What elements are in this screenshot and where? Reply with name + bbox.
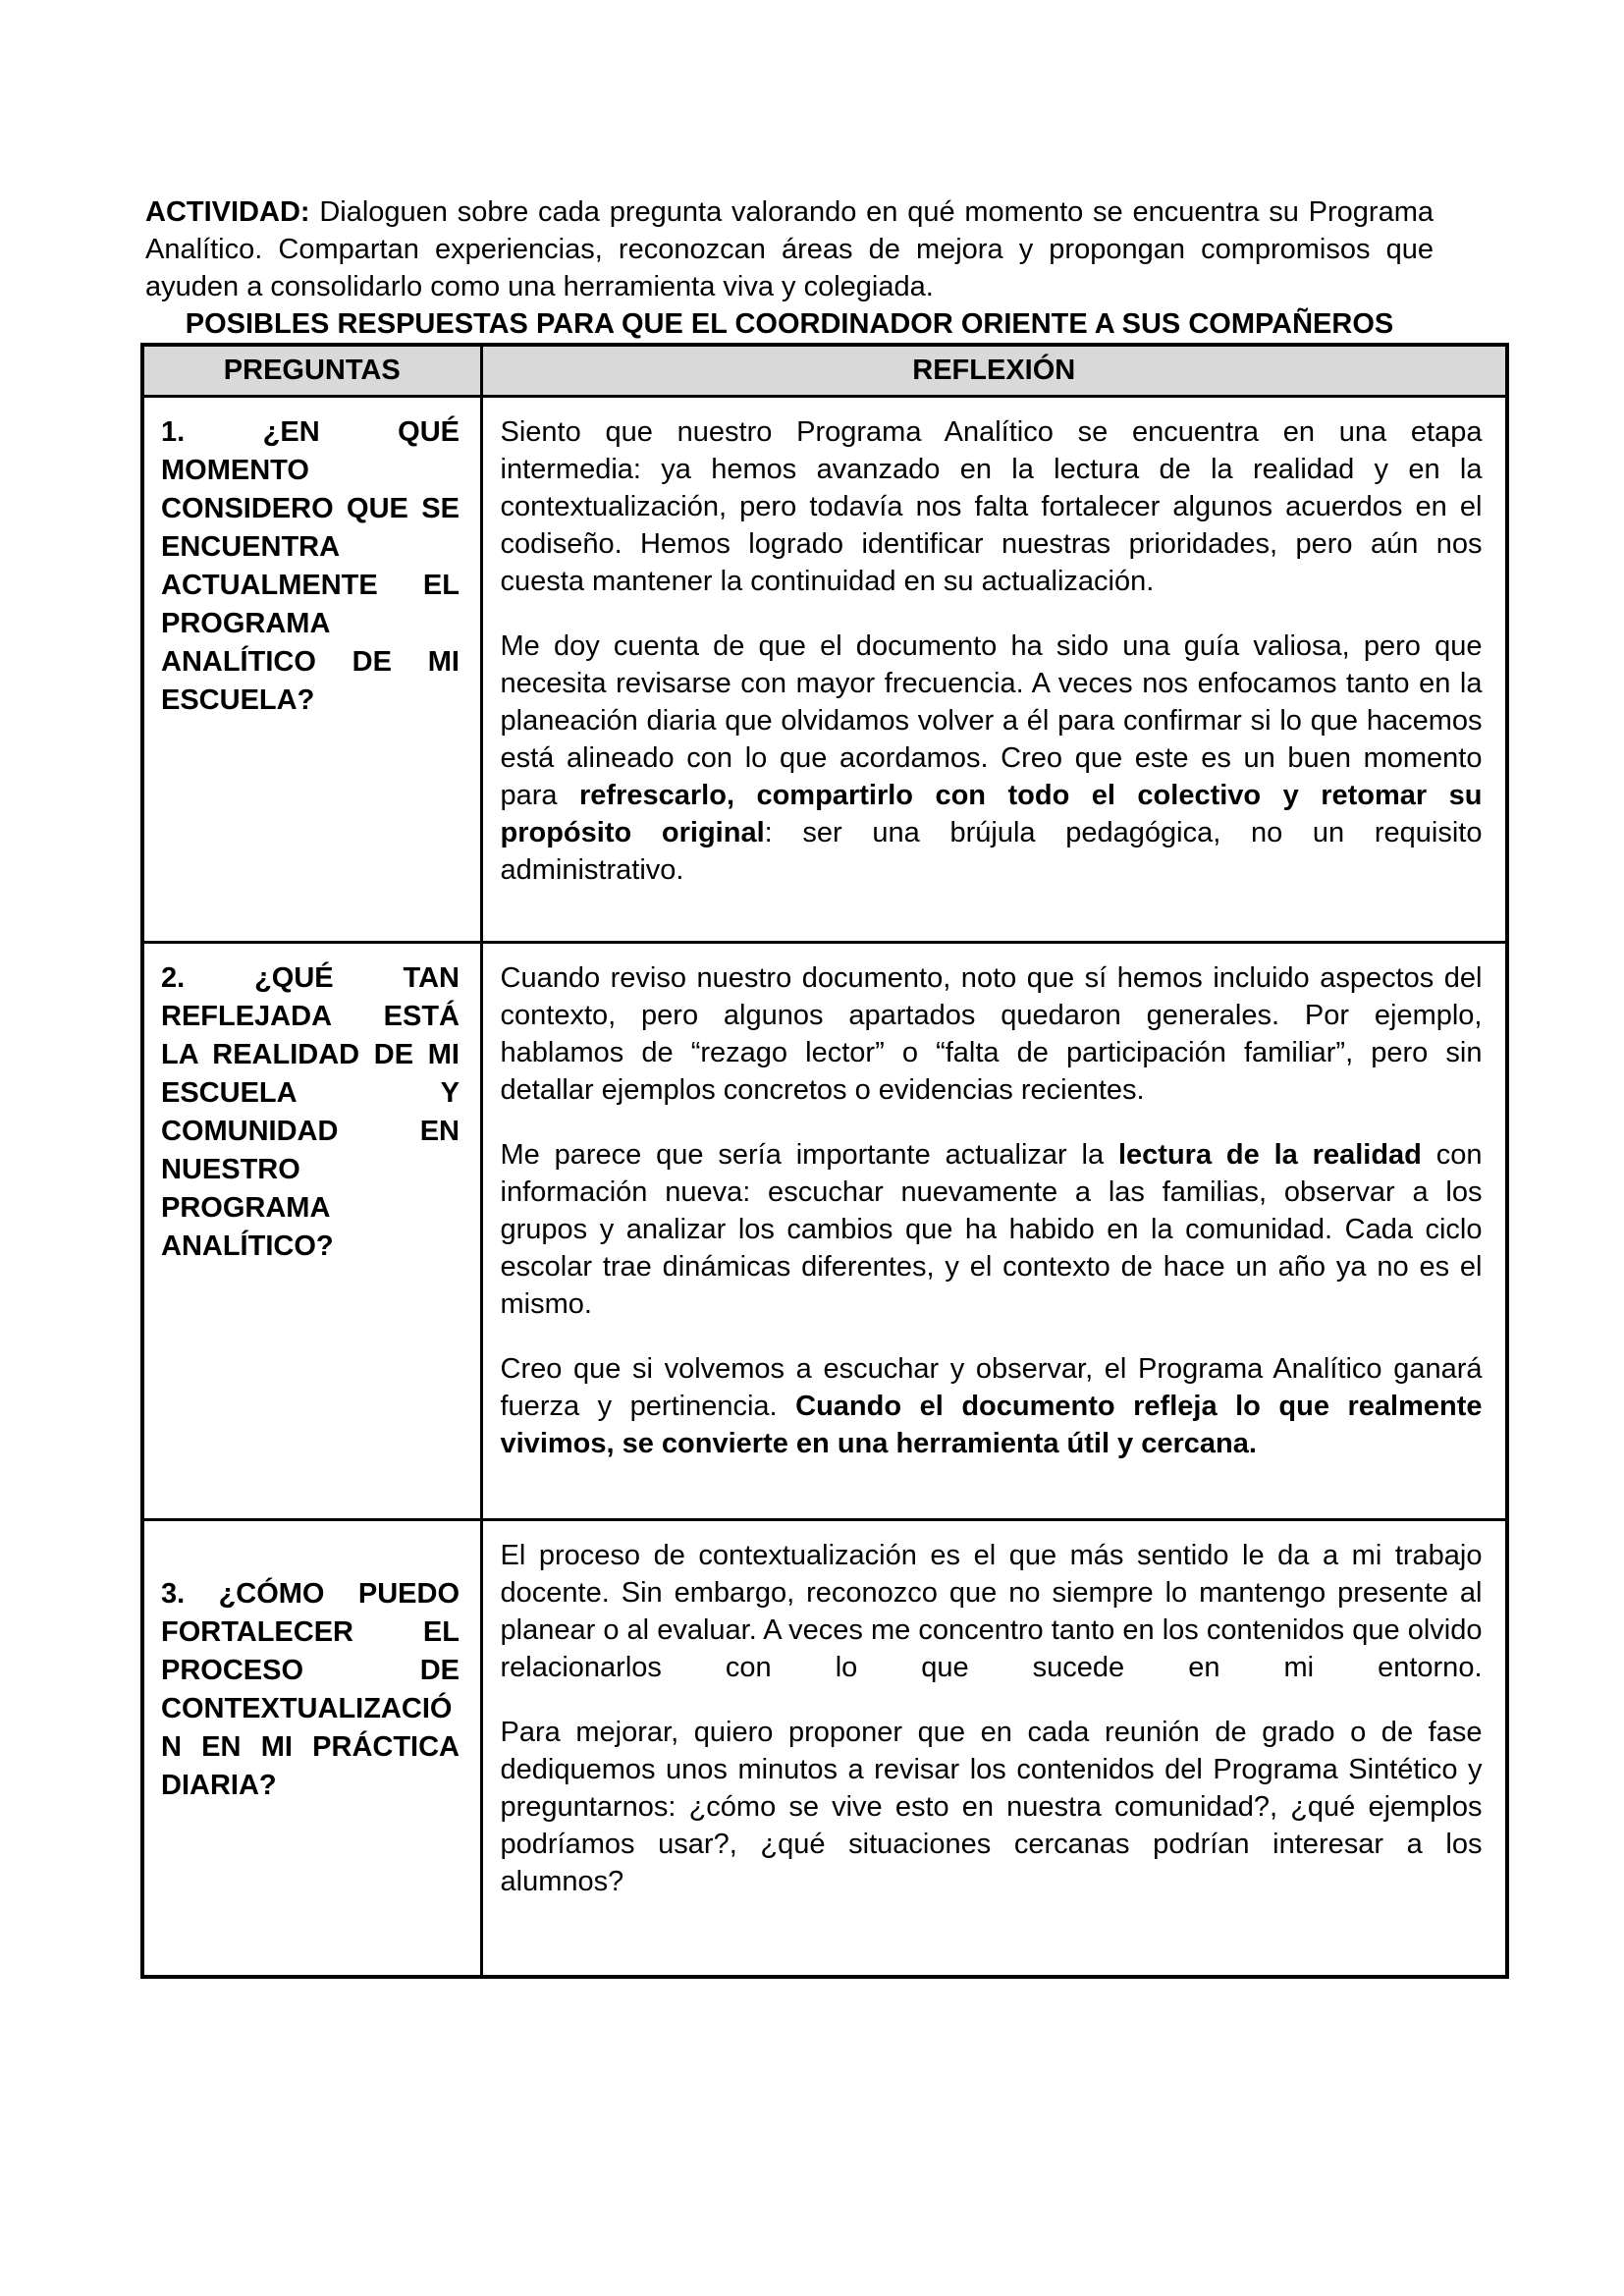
responses-table xyxy=(140,343,1509,1979)
question-text: 1. ¿EN QUÉ MOMENTO CONSIDERO QUE SE ENCUENTRA ACTUALMENTE EL PROGRAMA ANALÍTICO DE MI ESCUELA? xyxy=(161,415,460,716)
text-run: Para mejorar, quiero proponer que en cada reunión de grado o de fase dediquemos unos minutos a revisar los contenidos del Programa Sintético y preguntarnos: ¿cómo se vive esto en nuestra comunidad?, ¿qué ejemplos podríamos usar?, ¿qué situaciones cercanas podrían interesar a los alumnos? xyxy=(500,1716,1483,1897)
text-run: Cuando el documento refleja lo que realmente vivimos, se convierte en una herramienta útil y cercana. xyxy=(500,1390,1483,1459)
reflection-cell xyxy=(481,1519,1507,1977)
document-content xyxy=(140,193,1505,1979)
table-header-row xyxy=(142,345,1507,396)
question-cell xyxy=(142,942,481,1519)
question-cell xyxy=(142,396,481,942)
reflection-paragraph xyxy=(501,413,1483,600)
text-run: Me parece que sería importante actualizar la xyxy=(500,1138,1118,1171)
text-run: Creo que si volvemos a escuchar y observar, el Programa Analítico ganará fuerza y pertinencia. xyxy=(500,1352,1483,1422)
text-run: Me doy cuenta de que el documento ha sido una guía valiosa, pero que necesita revisarse con mayor frecuencia. A veces nos enfocamos tanto en la planeación diaria que olvidamos volver a él para confirmar si lo que hacemos está alineado con lo que acordamos. Creo que este es un buen momento para xyxy=(500,629,1483,811)
question-text: 2. ¿QUÉ TAN REFLEJADA ESTÁ LA REALIDAD DE MI ESCUELA Y COMUNIDAD EN NUESTRO PROGRAMA ANALÍTICO? xyxy=(161,961,460,1262)
reflection-cell xyxy=(481,396,1507,942)
text-run: lectura de la realidad xyxy=(1117,1138,1422,1171)
reflection-paragraph xyxy=(501,1136,1483,1323)
text-run: : ser una brújula pedagógica, no un requisito administrativo. xyxy=(500,816,1483,886)
table-body xyxy=(142,396,1507,1977)
question-text: 3. ¿CÓMO PUEDO FORTALECER EL PROCESO DE CONTEXTUALIZACIÓN EN MI PRÁCTICA DIARIA? xyxy=(161,1577,460,1801)
text-run: Cuando reviso nuestro documento, noto que sí hemos incluido aspectos del contexto, pero algunos apartados quedaron generales. Por ejemplo, hablamos de “rezago lector” o “falta de participación familiar”, pero sin detallar ejemplos concretos o evidencias recientes. xyxy=(500,961,1483,1106)
reflection-paragraph xyxy=(501,628,1483,889)
activity-label: ACTIVIDAD: xyxy=(145,196,310,228)
reflection-paragraph xyxy=(501,1537,1483,1686)
text-run: con información nueva: escuchar nuevamente a las familias, observar a los grupos y analizar los cambios que ha habido en la comunidad. Cada ciclo escolar trae dinámicas diferentes, y el contexto de hace un año ya no es el mismo. xyxy=(500,1138,1483,1320)
header-cell-preguntas: PREGUNTAS xyxy=(142,345,481,396)
question-cell xyxy=(142,1519,481,1977)
table-row xyxy=(142,942,1507,1519)
text-run: El proceso de contextualización es el que más sentido le da a mi trabajo docente. Sin embargo, reconozco que no siempre lo mantengo presente al planear o al evaluar. A veces me concentro tanto en los contenidos que olvido relacionarlos con lo que sucede en mi entorno. xyxy=(500,1539,1483,1683)
table-row xyxy=(142,396,1507,942)
header-cell-reflexion: REFLEXIÓN xyxy=(481,345,1507,396)
reflection-paragraph xyxy=(501,1350,1483,1462)
text-run: refrescarlo, compartirlo con todo el colectivo y retomar su propósito original xyxy=(500,779,1483,848)
reflection-cell xyxy=(481,942,1507,1519)
activity-paragraph xyxy=(145,193,1434,305)
reflection-paragraph xyxy=(501,1714,1483,1900)
text-run: Siento que nuestro Programa Analítico se encuentra en una etapa intermedia: ya hemos avanzado en la lectura de la realidad y en la contextualización, pero todavía nos falta fortalecer algunos acuerdos en el codiseño. Hemos logrado identificar nuestras prioridades, pero aún nos cuesta mantener la continuidad en su actualización. xyxy=(500,415,1483,597)
activity-text: Dialoguen sobre cada pregunta valorando en qué momento se encuentra su Programa Analítico. Compartan experiencias, reconozcan áreas de mejora y propongan compromisos que ayuden a consolidarlo como una herramienta viva y colegiada. xyxy=(145,196,1434,302)
table-row xyxy=(142,1519,1507,1977)
table-title: POSIBLES RESPUESTAS PARA QUE EL COORDINADOR ORIENTE A SUS COMPAÑEROS xyxy=(185,308,1394,340)
reflection-paragraph xyxy=(501,959,1483,1109)
